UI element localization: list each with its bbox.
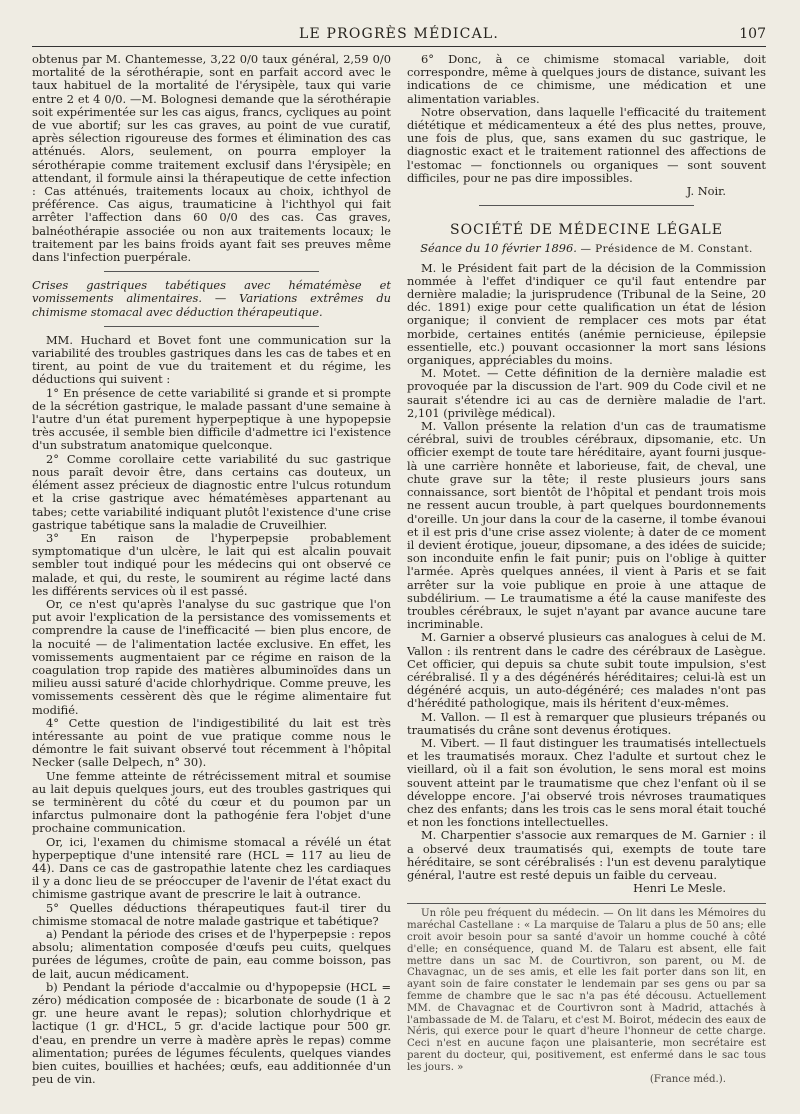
signature: J. Noir. <box>686 184 726 199</box>
paragraph: Or, ce n'est qu'après l'analyse du suc gastrique que l'on put avoir l'explication de la persistance des vomissements et comprendre la cause de l'inefficacité — bien plus encore, de la nocuité — de l'alimentation lactée exclusive. En effet, les vomissements augmentaient par ce régime en raison de la coagulation trop rapide des matières albuminoïdes dans un milieu aussi saturé d'acide chlorhydrique. Comme preuve, les vomissements cessèrent dès que le régime alimentaire fut modifié. <box>32 596 391 717</box>
paragraph: Une femme atteinte de rétrécissement mitral et soumise au lait depuis quelques jours, eut des troubles gastriques qui se terminèrent du côté du cœur et du poumon par un infarctus pulmonaire dont la pathogénie fera l'objet d'une prochaine communication. <box>32 768 391 836</box>
society-heading: SOCIÉTÉ DE MÉDECINE LÉGALE <box>450 222 723 239</box>
paragraph: Notre observation, dans laquelle l'efficacité du traitement diététique et médicamenteux a été des plus nettes, prouve, une fois de plus, que, sans examen du suc gastrique, le diagnostic exact et le traitement rationnel des affections de l'estomac — fonctionnels ou organiques — sont souvent difficiles, pour ne pas dire impossibles. <box>407 104 766 185</box>
paragraph: 3° En raison de l'hyperpepsie probablement symptomatique d'un ulcère, le lait qui est alcalin pouvait sembler tout indiqué pour les médecins qui ont observé ce malade, et qui, du reste, le soumirent au régime lacté dans les différents services où il est passé. <box>32 530 391 598</box>
paragraph: M. Vibert. — Il faut distinguer les traumatisés intellectuels et les traumatisés moraux. Chez l'adulte et surtout chez le vieillard, où il a fait son évolution, le sens moral est moins souvent atteint par le traumatisme que chez l'enfant où il se développe encore. J'ai observé trois névroses traumatiques chez des enfants; dans les trois cas le sens moral était touché et non les fonctions intellectuelles. <box>407 735 766 830</box>
two-column-body <box>32 53 766 1086</box>
paragraph: M. Vallon. — Il est à remarquer que plusieurs trépanés ou traumatisés du crâne sont devenus érotiques. <box>407 709 766 737</box>
paragraph: 2° Comme corollaire cette variabilité du suc gastrique nous paraît devoir être, dans certains cas douteux, un élément assez précieux de diagnostic entre l'ulcus rotundum et la crise gastrique avec hématémèses appartenant au tabes; cette variabilité indiquant plutôt l'existence d'une crise gastrique tabétique sans la maladie de Cruveilhier. <box>32 451 391 532</box>
anecdote-box <box>407 903 766 1085</box>
section-divider <box>104 326 319 327</box>
section-heading: Crises gastriques tabétiques avec hématémèse et vomissements alimentaires. — Variations extrêmes du chimisme stomacal avec déduction thérapeutique. <box>32 278 391 319</box>
paragraph: M. Garnier a observé plusieurs cas analogues à celui de M. Vallon : ils rentrent dans le cadre des cérébraux de Lasègue. Cet officier, qui depuis sa chute subit toute impulsion, s'est cérébralisé. Il y a des dégénérés héréditaires; celui-là est un dégénéré acquis, un auto-dégénéré; ces malades n'ont pas d'hérédité pathologique, mais ils héritent d'eux-mêmes. <box>407 630 766 711</box>
anecdote-text: Un rôle peu fréquent du médecin. — On lit dans les Mémoires du maréchal Castellane : « La marquise de Talaru a plus de 50 ans; elle croit avoir besoin pour sa santé d'avoir un homme couché à côté d'elle; en conséquence, quand M. de Talaru est absent, elle fait mettre dans un sac M. de Courtivron, son parent, ou M. de Chavagnac, un de ses amis, et elle les fait porter dans son lit, en ayant soin de faire constater le lendemain par ses gens ou par sa femme de chambre que le sac n'a pas été décousu. Actuellement MM. de Chavagnac et de Courtivron sont à Madrid, attachés à l'ambassade de M. de Talaru, et c'est M. Boirot, médecin des eaux de Néris, qui exerce pour le quart d'heure l'honneur de cette charge. Ceci n'est en aucune façon une plaisanterie, mon secrétaire est parent du docteur, qui, positivement, est enfermé dans le sac tous les jours. » <box>407 908 766 1073</box>
anecdote-source: (France méd.). <box>649 1073 726 1085</box>
paragraph: M. Motet. — Cette définition de la dernière maladie est provoquée par la discussion de l'art. 909 du Code civil et ne saurait s'étendre ici au cas de dernière maladie de l'art. 2,101 (privilège médical). <box>407 366 766 420</box>
section-divider <box>479 205 694 206</box>
presidency: — Présidence de M. Constant. <box>580 243 753 256</box>
paragraph: M. Vallon présente la relation d'un cas de traumatisme cérébral, suivi de troubles cérébraux, dipsomanie, etc. Un officier exempt de toute tare héréditaire, ayant fourni jusque-là une carrière honnête et laborieuse, fait, de cheval, une chute grave sur la tête; il reste plusieurs jours sans connaissance, sort bientôt de l'hôpital et pendant trois mois ne ressent aucun trouble, à part quelques bourdonnements d'oreille. Un jour dans la cour de la caserne, il tombe évanoui et il est pris d'une crise assez violente; à dater de ce moment il devient érotique, joueur, dipsomane, a des idées de suicide; son inconduite enfin le fait punir; puis on l'oblige à quitter l'armée. Après quelques années, il vient à Paris et se fait arrêter sur la voie publique en proie à une attaque de subdélirium. — Le traumatisme a été la cause manifeste des troubles cérébraux, le sujet n'ayant par avance aucune tare incriminable. <box>407 419 766 632</box>
paragraph: MM. Huchard et Bovet font une communication sur la variabilité des troubles gastriques dans les cas de tabes et en tirent, au point de vue du traitement et du régime, les déductions qui suivent : <box>32 332 391 387</box>
right-column <box>407 53 766 1086</box>
session-date: Séance du 10 février 1896. <box>420 241 577 256</box>
paragraph: 6° Donc, à ce chimisme stomacal variable, doit correspondre, même à quelques jours de distance, suivant les indications de ce chimisme, une médication et une alimentation variables. <box>407 52 766 106</box>
paragraph: a) Pendant la période des crises et de l'hyperpepsie : repos absolu; alimentation composée d'œufs peu cuits, quelques purées de légumes, croûte de pain, eau comme boisson, pas de lait, aucun médicament. <box>32 927 391 981</box>
section-divider <box>104 271 319 272</box>
journal-title: LE PROGRÈS MÉDICAL. <box>298 26 500 42</box>
signature: Henri Le Mesle. <box>633 881 726 896</box>
left-column <box>32 53 391 1086</box>
paragraph: 5° Quelles déductions thérapeutiques faut-il tirer du chimisme stomacal de notre malade gastrique et tabétique? <box>32 900 391 928</box>
paragraph: Or, ici, l'examen du chimisme stomacal a révélé un état hyperpeptique d'une intensité rare (HCL = 117 au lieu de 44). Dans ce cas de gastropathie latente chez les cardiaques il y a donc lieu de se préoccuper de l'avenir de l'état exact du chimisme gastrique avant de prescrire le lait à outrance. <box>32 834 391 902</box>
paragraph: 1° En présence de cette variabilité si grande et si prompte de la sécrétion gastrique, le malade passant d'une semaine à l'autre d'un état purement hyperpeptique à une hypopepsie très accusée, il semble bien difficile d'admettre ici l'existence d'un substratum anatomique quelconque. <box>32 385 391 453</box>
paragraph: 4° Cette question de l'indigestibilité du lait est très intéressante au point de vue pratique comme nous le démontre le fait suivant observé tout récemment à l'hôpital Necker (salle Delpech, n° 30). <box>32 715 391 770</box>
page-number: 107 <box>739 26 766 42</box>
paragraph: M. Charpentier s'associe aux remarques de M. Garnier : il a observé deux traumatisés qui, exempts de toute tare héréditaire, se sont cérébralisés : l'un est devenu paralytique général, l'autre est resté depuis un faible du cerveau. <box>407 828 766 882</box>
running-header <box>32 24 766 47</box>
paragraph: M. le Président fait part de la décision de la Commission nommée à l'effet d'indiquer ce qu'il faut entendre par dernière maladie; la jurisprudence (Tribunal de la Seine, 20 déc. 1891) exige pour cette qualification un état de lésion organique; il convient de remplacer ces mots par état morbide, certaines entités (anémie pernicieuse, épilepsie essentielle, etc.) pouvant occasionner la mort sans lésions organiques, appréciables du moins. <box>407 260 766 368</box>
paragraph: b) Pendant la période d'accalmie ou d'hypopepsie (HCL = zéro) médication composée de : bicarbonate de soude (1 à 2 gr. une heure avant le repas); solution chlorhydrique et lactique (1 gr. d'HCL, 5 gr. d'acide lactique pour 500 gr. d'eau, en prendre un verre à madère après le repas) comme alimentation; purées de légumes féculents, quelques viandes bien cuites, bouillies et hachées; œufs, eau additionnée d'un peu de vin. <box>32 979 391 1087</box>
session-line <box>407 242 766 256</box>
paragraph: obtenus par M. Chantemesse, 3,22 0/0 taux général, 2,59 0/0 mortalité de la sérothérapie, sont en parfait accord avec le taux habituel de la mortalité de l'érysipèle, taux qui varie entre 2 et 4 0/0. —M. Bolognesi demande que la sérothérapie soit expérimentée sur les cas aigus, francs, cycliques au point de vue abortif; sur les cas graves, au point de vue curatif, après sélection rigoureuse des formes et élimination des cas atténués. Alors, seulement, on pourra employer la sérothérapie comme traitement exclusif dans l'érysipèle; en attendant, il formule ainsi la thérapeutique de cette infection : Cas atténués, traitements locaux au choix, ichthyol de préférence. Cas aigus, traumaticine à l'ichthyol qui fait arrêter l'affection dans 60 0/0 des cas. Cas graves, balnéothérapie associée ou non aux traitements locaux; le traitement par les bains froids ayant fait ses preuves même dans l'infection puerpérale. <box>32 52 391 265</box>
